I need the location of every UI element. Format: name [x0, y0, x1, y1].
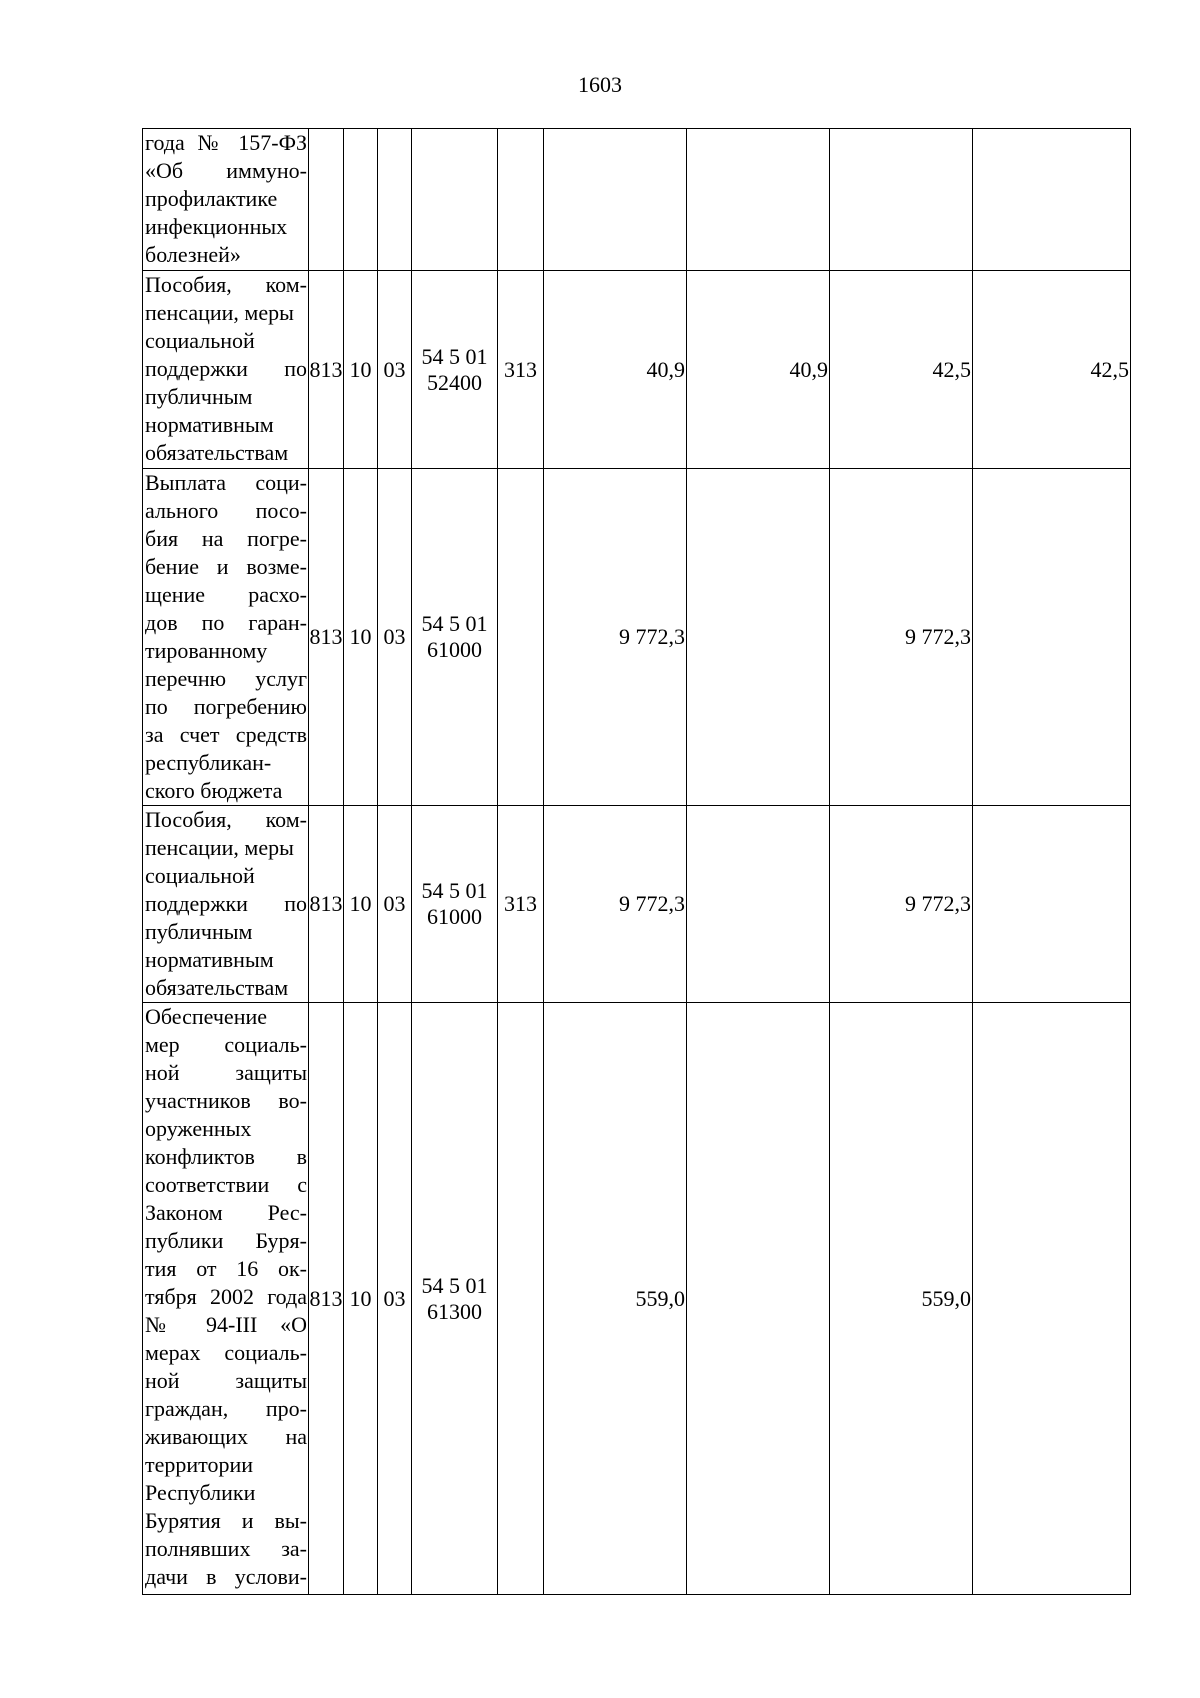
- amount-col-1: 559,0: [544, 1003, 687, 1595]
- section-code: 10: [344, 1003, 378, 1595]
- target-article-code: 54 5 01 52400: [412, 271, 498, 469]
- page-number: 1603: [578, 72, 622, 97]
- amount-col-2: [687, 1003, 830, 1595]
- ved-code: 813: [309, 469, 344, 806]
- subsection-code: 03: [378, 1003, 412, 1595]
- amount-col-2: [687, 469, 830, 806]
- subsection-code: [378, 129, 412, 271]
- table-row: [143, 129, 1131, 271]
- table-row: [143, 469, 1131, 806]
- row-description: Пособия, ком- пенсации, меры социальной поддержки по публичным нормативным обязательствам: [143, 806, 309, 1003]
- section-code: 10: [344, 806, 378, 1003]
- section-code: 10: [344, 469, 378, 806]
- ved-code: [309, 129, 344, 271]
- row-description: Пособия, ком- пенсации, меры социальной поддержки по публичным нормативным обязательствам: [143, 271, 309, 469]
- expense-type-code: 313: [498, 806, 544, 1003]
- amount-col-2: [687, 806, 830, 1003]
- ved-code: 813: [309, 271, 344, 469]
- section-code: 10: [344, 271, 378, 469]
- expense-type-code: [498, 129, 544, 271]
- amount-col-4: [973, 1003, 1131, 1595]
- table-row: [143, 806, 1131, 1003]
- amount-col-1: [544, 129, 687, 271]
- ved-code: 813: [309, 1003, 344, 1595]
- subsection-code: 03: [378, 469, 412, 806]
- amount-col-4: 42,5: [973, 271, 1131, 469]
- amount-col-2: [687, 129, 830, 271]
- amount-col-3: [830, 129, 973, 271]
- expense-type-code: [498, 1003, 544, 1595]
- amount-col-1: 40,9: [544, 271, 687, 469]
- subsection-code: 03: [378, 271, 412, 469]
- amount-col-1: 9 772,3: [544, 806, 687, 1003]
- expense-type-code: [498, 469, 544, 806]
- target-article-code: 54 5 01 61000: [412, 469, 498, 806]
- expense-type-code: 313: [498, 271, 544, 469]
- section-code: [344, 129, 378, 271]
- target-article-code: 54 5 01 61000: [412, 806, 498, 1003]
- row-description: Обеспечение мер социаль- ной защиты участников во- оруженных конфликтов в соответствии с Законом Рес- публики Буря- тия от 16 ок- тября 2002 года № 94-III «О мерах социаль- ной защиты граждан, про- живающих на территории Республики Бурятия и вы- полнявших за- дачи в услови-: [143, 1003, 309, 1595]
- row-description: Выплата соци- ального посо- бия на погре- бение и возме- щение расхо- дов по гаран- тированному перечню услуг по погребению за счет средств республикан- ского бюджета: [143, 469, 309, 806]
- ved-code: 813: [309, 806, 344, 1003]
- amount-col-3: 559,0: [830, 1003, 973, 1595]
- subsection-code: 03: [378, 806, 412, 1003]
- amount-col-4: [973, 129, 1131, 271]
- table-row: [143, 271, 1131, 469]
- target-article-code: [412, 129, 498, 271]
- amount-col-1: 9 772,3: [544, 469, 687, 806]
- amount-col-3: 9 772,3: [830, 806, 973, 1003]
- budget-table: [142, 128, 1131, 1595]
- target-article-code: 54 5 01 61300: [412, 1003, 498, 1595]
- amount-col-4: [973, 806, 1131, 1003]
- amount-col-3: 9 772,3: [830, 469, 973, 806]
- amount-col-2: 40,9: [687, 271, 830, 469]
- amount-col-3: 42,5: [830, 271, 973, 469]
- table-row: [143, 1003, 1131, 1595]
- table-body: [143, 129, 1131, 1595]
- amount-col-4: [973, 469, 1131, 806]
- row-description: года № 157-ФЗ «Об иммуно- профилактике инфекционных болезней»: [143, 129, 309, 271]
